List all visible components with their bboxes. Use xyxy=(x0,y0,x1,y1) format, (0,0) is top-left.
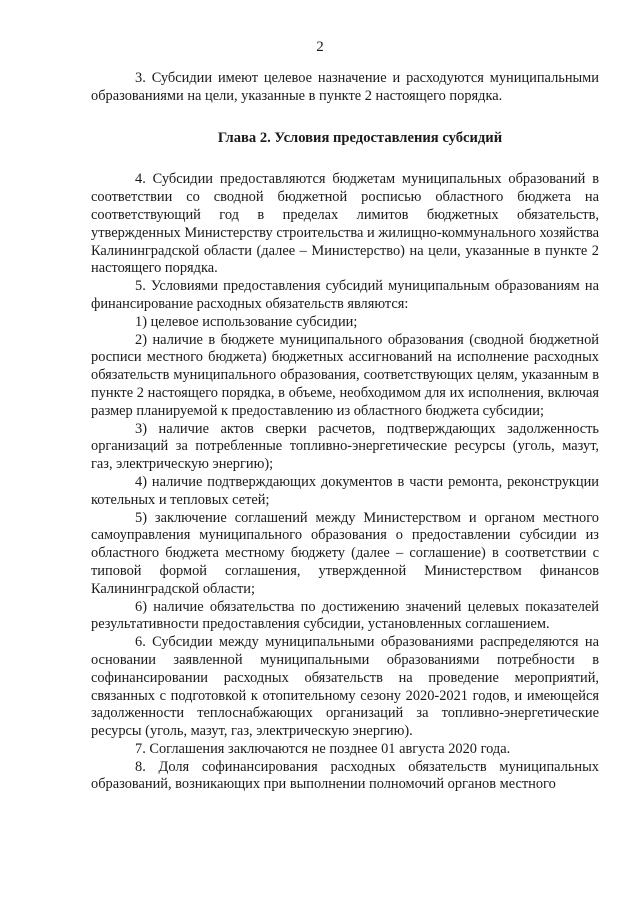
paragraph-3: 3. Субсидии имеют целевое назначение и расходуются муниципальными образованиями на цели, указанные в пункте 2 настоящего порядка. xyxy=(91,70,599,104)
condition-6: 6) наличие обязательства по достижению значений целевых показателей результативности предоставления субсидии, установленных соглашением. xyxy=(91,598,599,633)
condition-2: 2) наличие в бюджете муниципального образования (сводной бюджетной росписи местного бюджета) бюджетных ассигнований на исполнение расходных обязательств муниципального образования, соответствующих целям, указанным в пункте 2 настоящего порядка, в объеме, необходимом для их исполнения, включая размер планируемой к предоставлению из областного бюджета субсидии; xyxy=(91,331,599,419)
condition-4: 4) наличие подтверждающих документов в части ремонта, реконструкции котельных и тепловых сетей; xyxy=(91,473,599,508)
paragraph-4: 4. Субсидии предоставляются бюджетам муниципальных образований в соответствии со сводной бюджетной росписью областного бюджета на соответствующий год в пределах лимитов бюджетных обязательств, утвержденных Министерству строительства и жилищно-коммунального хозяйства Калининградской области (далее – Министерство) на цели, указанные в пункте 2 настоящего порядка. xyxy=(91,171,599,277)
document-body xyxy=(91,70,599,794)
condition-1: 1) целевое использование субсидии; xyxy=(135,313,358,330)
paragraph-8: 8. Доля софинансирования расходных обязательств муниципальных образований, возникающих при выполнении полномочий органов местного xyxy=(91,758,599,793)
chapter-heading: Глава 2. Условия предоставления субсидий xyxy=(217,129,503,146)
page-number: 2 xyxy=(316,39,324,55)
paragraph-5: 5. Условиями предоставления субсидий муниципальным образованиям на финансирование расходных обязательств являются: xyxy=(91,278,599,312)
paragraph-7: 7. Соглашения заключаются не позднее 01 августа 2020 года. xyxy=(135,740,511,757)
condition-5: 5) заключение соглашений между Министерством и органом местного самоуправления муниципального образования о предоставлении субсидии из областного бюджета местному бюджету (далее – соглашение) в соответствии с типовой формой соглашения, утвержденной Министерством финансов Калининградской области; xyxy=(91,509,599,597)
paragraph-6: 6. Субсидии между муниципальными образованиями распределяются на основании заявленной муниципальными образованиями потребности в софинансировании расходных обязательств на проведение мероприятий, связанных с подготовкой к отопительному сезону 2020-2021 годов, и имеющейся задолженности теплоснабжающих организаций за топливно-энергетические ресурсы (уголь, мазут, газ, электрическую энергию). xyxy=(91,634,599,740)
condition-3: 3) наличие актов сверки расчетов, подтверждающих задолженность организаций за потребленные топливно-энергетические ресурсы (уголь, мазут, газ, электрическую энергию); xyxy=(91,420,599,473)
